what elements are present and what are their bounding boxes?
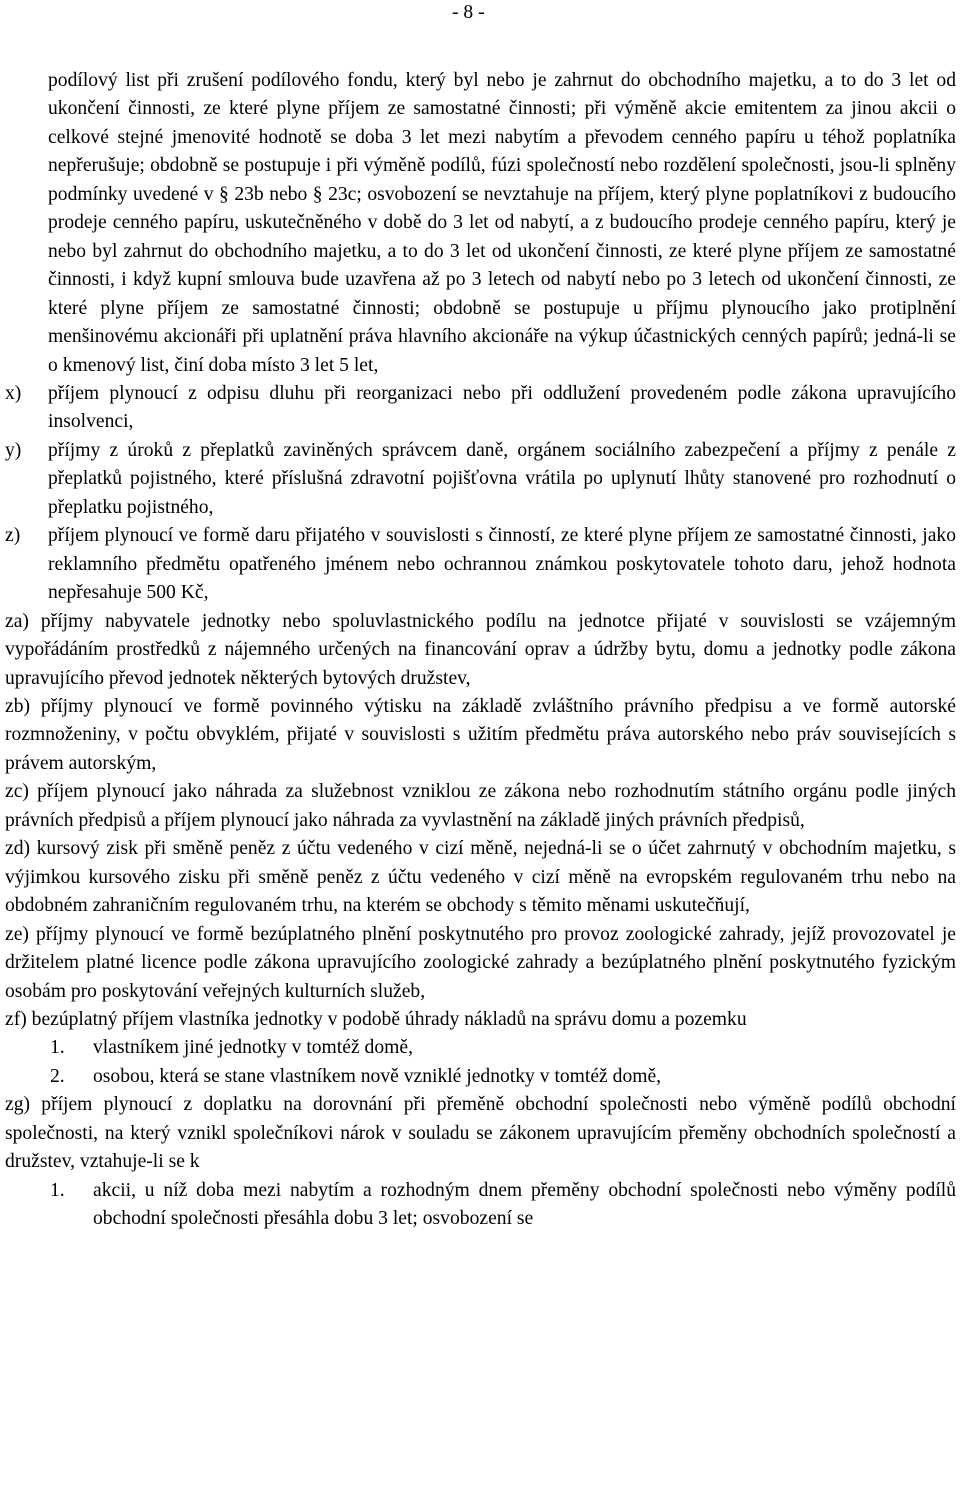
zf-subitem-1 <box>5 1034 956 1062</box>
item-text: příjem plynoucí z odpisu dluhu při reorganizaci nebo při oddlužení provedeném podle zákona upravujícího insolvenci, <box>48 382 956 433</box>
subitem-text: vlastníkem jiné jednotky v tomtéž domě, <box>93 1037 413 1059</box>
subitem-number: 2. <box>50 1065 65 1087</box>
subitem-text: osobou, která se stane vlastníkem nově vzniklé jednotky v tomtéž domě, <box>93 1065 662 1087</box>
paragraph-ze: ze) příjmy plynoucí ve formě bezúplatného plnění poskytnutého pro provoz zoologické zahrady, jejíž provozovatel je držitelem platné licence podle zákona upravujícího zoologické zahrady a bezúplatného plnění poskytnutého fyzickým osobám pro poskytování veřejných kulturních služeb, <box>5 923 956 1002</box>
paragraph-zf: zf) bezúplatný příjem vlastníka jednotky v podobě úhrady nákladů na správu domu a pozemku <box>5 1008 747 1030</box>
list-item-y <box>5 437 956 522</box>
subitem-text: akcii, u níž doba mezi nabytím a rozhodným dnem přeměny obchodní společnosti nebo výměny podílů obchodní společnosti přesáhla dobu 3 let; osvobození se <box>93 1179 956 1230</box>
list-item-z <box>5 522 956 607</box>
continued-paragraph: podílový list při zrušení podílového fondu, který byl nebo je zahrnut do obchodního majetku, a to do 3 let od ukončení činnosti, ze které plyne příjem ze samostatné činnosti; při výměně akcie emitentem za jinou akcii o celkové stejné jmenovité hodnotě se doba 3 let mezi nabytím a převodem cenného papíru u téhož poplatníka nepřerušuje; obdobně se postupuje i při výměně podílů, fúzi společností nebo rozdělení společnosti, jsou-li splněny podmínky uvedené v § 23b nebo § 23c; osvobození se nevztahuje na příjem, který plyne poplatníkovi z budoucího prodeje cenného papíru, uskutečněného v době do 3 let od nabytí, a z budoucího prodeje cenného papíru, který je nebo byl zahrnut do obchodního majetku, a to do 3 let od ukončení činnosti, ze které plyne příjem ze samostatné činnosti, i když kupní smlouva bude uzavřena až po 3 letech od nabytí nebo po 3 letech od ukončení činnosti, ze které plyne příjem ze samostatné činnosti; obdobně se postupuje u příjmu plynoucího jako protiplnění menšinovému akcionáři při uplatnění práva hlavního akcionáře na výkup účastnických cenných papírů; jedná-li se o kmenový list, činí doba místo 3 let 5 let, <box>48 70 956 376</box>
paragraph-zg: zg) příjem plynoucí z doplatku na dorovnání při přeměně obchodní společnosti nebo výměně podílů obchodní společnosti, na který vznikl společníkovi nárok v souladu se zákonem upravujícím přeměny obchodních společností a družstev, vztahuje-li se k <box>5 1094 956 1173</box>
subitem-number: 1. <box>50 1179 65 1201</box>
paragraph-zb: zb) příjmy plynoucí ve formě povinného výtisku na základě zvláštního právního předpisu a ve formě autorské rozmnoženiny, v počtu obvyklém, přijaté v souvislosti s užitím předmětu práva autorského nebo práv souvisejících s právem autorským, <box>5 695 956 774</box>
paragraph-zc: zc) příjem plynoucí jako náhrada za služebnost vzniklou ze zákona nebo rozhodnutím státního orgánu podle jiných právních předpisů a příjem plynoucí jako náhrada za vyvlastnění na základě jiných právních předpisů, <box>5 781 956 831</box>
item-label: z) <box>5 525 21 547</box>
list-item-x <box>5 380 956 437</box>
document-body <box>5 67 956 1234</box>
page-number: - 8 - <box>452 2 485 23</box>
zg-subitem-1 <box>5 1177 956 1234</box>
item-text: příjem plynoucí ve formě daru přijatého v souvislosti s činností, ze které plyne příjem ze samostatné činnosti, jako reklamního předmětu opatřeného jménem nebo ochrannou známkou poskytovatele tohoto daru, jehož hodnota nepřesahuje 500 Kč, <box>48 525 956 604</box>
paragraph-zd: zd) kursový zisk při směně peněz z účtu vedeného v cizí měně, nejedná-li se o účet zahrnutý v obchodním majetku, s výjimkou kursového zisku při směně peněz z účtu vedeného v cizí měně na evropském regulovaném trhu nebo na obdobném zahraničním regulovaném trhu, na kterém se obchody s těmito měnami uskutečňují, <box>5 838 956 917</box>
paragraph-za: za) příjmy nabyvatele jednotky nebo spoluvlastnického podílu na jednotce přijaté v souvislosti se vzájemným vypořádáním prostředků z nájemného určených na financování oprav a údržby bytu, domu a jednotky podle zákona upravujícího převod jednotek některých bytových družstev, <box>5 610 956 689</box>
item-label: y) <box>5 439 22 461</box>
subitem-number: 1. <box>50 1037 65 1059</box>
item-label: x) <box>5 382 22 404</box>
zf-subitem-2 <box>5 1063 956 1091</box>
item-text: příjmy z úroků z přeplatků zaviněných správcem daně, orgánem sociálního zabezpečení a příjmy z penále z přeplatků pojistného, které příslušná zdravotní pojišťovna vrátila po uplynutí lhůty stanovené pro rozhodnutí o přeplatku pojistného, <box>48 439 956 518</box>
